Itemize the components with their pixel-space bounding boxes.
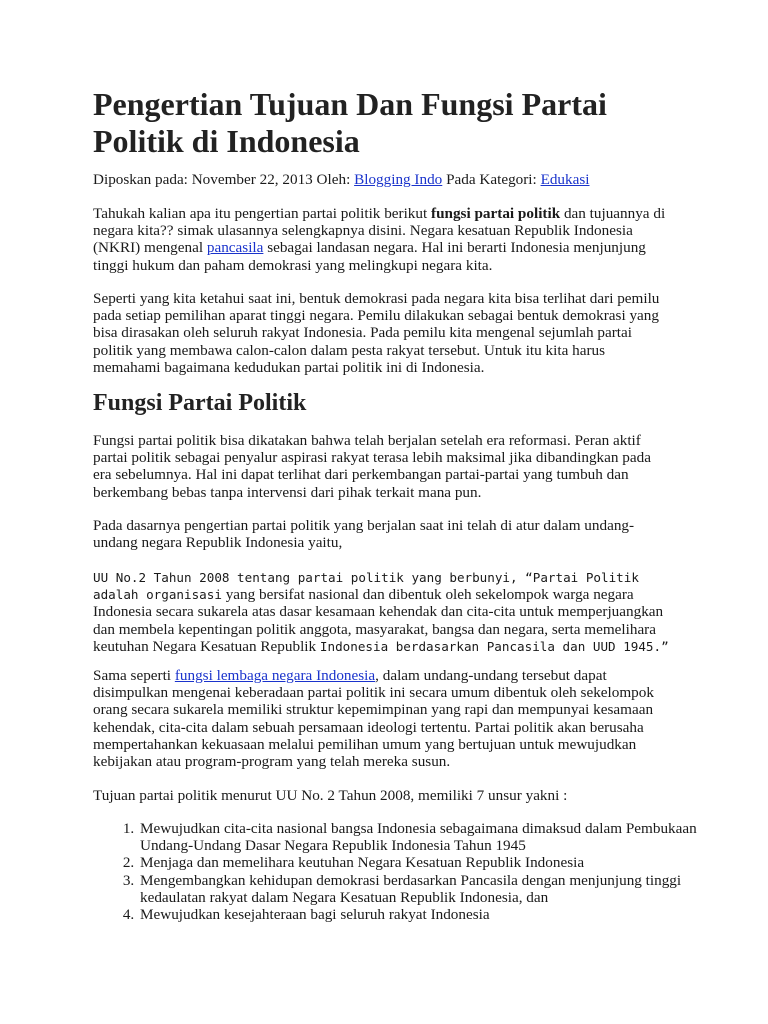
paragraph-democracy: Seperti yang kita ketahui saat ini, bentuk demokrasi pada negara kita bisa terlihat dari pemilu pada setiap pemilihan aparat tinggi negara. Pemilu dilakukan sebagai bentuk demokrasi yang bisa dirasakan oleh seluruh rakyat Indonesia. Pada pemilu kita mengenal sejumlah partai politik yang membawa calon-calon dalam pesta rakyat tersebut. Untuk itu kita harus memahami bagaimana kedudukan partai politik ini di Indonesia. <box>93 290 660 376</box>
posted-date: Diposkan pada: November 22, 2013 Oleh: <box>93 171 355 188</box>
quote-start: UU No.2 Tahun 2008 tentang partai politik yang berbunyi, “Partai Politik adalah organisasi <box>93 570 639 603</box>
quote-body: yang bersifat nasional dan dibentuk oleh sekelompok warga negara Indonesia secara sukarela atas dasar kesamaan kehendak dan cita-cita untuk memperjuangkan dan membela kepentingan politik anggota, masyarakat, bangsa dan negara, serta memelihara keutuhan Negara Kesatuan Republik <box>93 586 664 655</box>
pancasila-link[interactable]: pancasila <box>206 239 264 257</box>
paragraph-text: dan tujuannya di negara kita?? simak ulasannya selengkapnya disini. Negara kesatuan Republik Indonesia (NKRI) mengenal <box>93 205 666 257</box>
lembaga-negara-link[interactable]: fungsi lembaga negara Indonesia <box>174 667 376 684</box>
section-heading: Fungsi Partai Politik <box>93 390 307 416</box>
bold-keyword: fungsi partai politik <box>431 205 561 222</box>
page-title: Pengertian Tujuan Dan Fungsi Partai Politik di Indonesia <box>93 86 607 159</box>
paragraph-text: , dalam undang-undang tersebut dapat disimpulkan mengenai keberadaan partai politik ini secara umum dibentuk oleh sekelompok orang secara sukarela memiliki struktur kepemimpinan yang rapi dan mempunyai kesamaan kehendak, cita-cita dalam sebuah persamaan ideologi tertentu. Partai politik akan berusaha mempertahankan kekuasaan melalui pemilihan umum yang bertujuan untuk mewujudkan kebijakan atau program-program yang telah mereka susun. <box>93 667 654 771</box>
paragraph-law-intro: Pada dasarnya pengertian partai politik yang berjalan saat ini telah di atur dalam undang-undang negara Republik Indonesia yaitu, <box>93 517 635 552</box>
post-meta <box>93 171 673 188</box>
list-item: 4. Mewujudkan kesejahteraan bagi seluruh rakyat Indonesia <box>138 906 718 923</box>
list-item: 3. Mengembangkan kehidupan demokrasi berdasarkan Pancasila dengan menjunjung tinggi kedaulatan rakyat dalam Negara Kesatuan Republik Indonesia, dan <box>138 872 718 906</box>
law-quote <box>93 569 673 655</box>
paragraph-summary <box>93 667 673 770</box>
paragraph-text: Tahukah kalian apa itu pengertian partai politik berikut <box>93 205 432 222</box>
category-label: Pada Kategori: <box>442 171 541 188</box>
quote-end: Indonesia berdasarkan Pancasila dan UUD 1945.” <box>319 638 669 654</box>
category-link[interactable]: Edukasi <box>540 171 590 188</box>
paragraph-function: Fungsi partai politik bisa dikatakan bahwa telah berjalan setelah era reformasi. Peran aktif partai politik sebagai penyalur aspirasi rakyat terasa lebih maksimal jika dibandingkan pada era sebelumnya. Hal ini dapat terlihat dari perkembangan partai-partai yang tumbuh dan berkembang bebas tanpa intervensi dari pihak terkait mana pun. <box>93 432 651 501</box>
list-item: 2. Menjaga dan memelihara keutuhan Negara Kesatuan Republik Indonesia <box>138 854 718 871</box>
paragraph-goals-intro: Tujuan partai politik menurut UU No. 2 Tahun 2008, memiliki 7 unsur yakni : <box>93 787 568 804</box>
author-link[interactable]: Blogging Indo <box>354 171 443 188</box>
list-item: 1. Mewujudkan cita-cita nasional bangsa Indonesia sebagaimana dimaksud dalam Pembukaan Undang-Undang Dasar Negara Republik Indonesia Tahun 1945 <box>138 820 718 854</box>
goals-list <box>93 820 718 923</box>
paragraph-text: Sama seperti <box>93 667 175 684</box>
paragraph-intro <box>93 205 673 274</box>
paragraph-text: sebagai landasan negara. Hal ini berarti Indonesia menjunjung tinggi hukum dan paham demokrasi yang melingkupi negara kita. <box>93 239 646 274</box>
